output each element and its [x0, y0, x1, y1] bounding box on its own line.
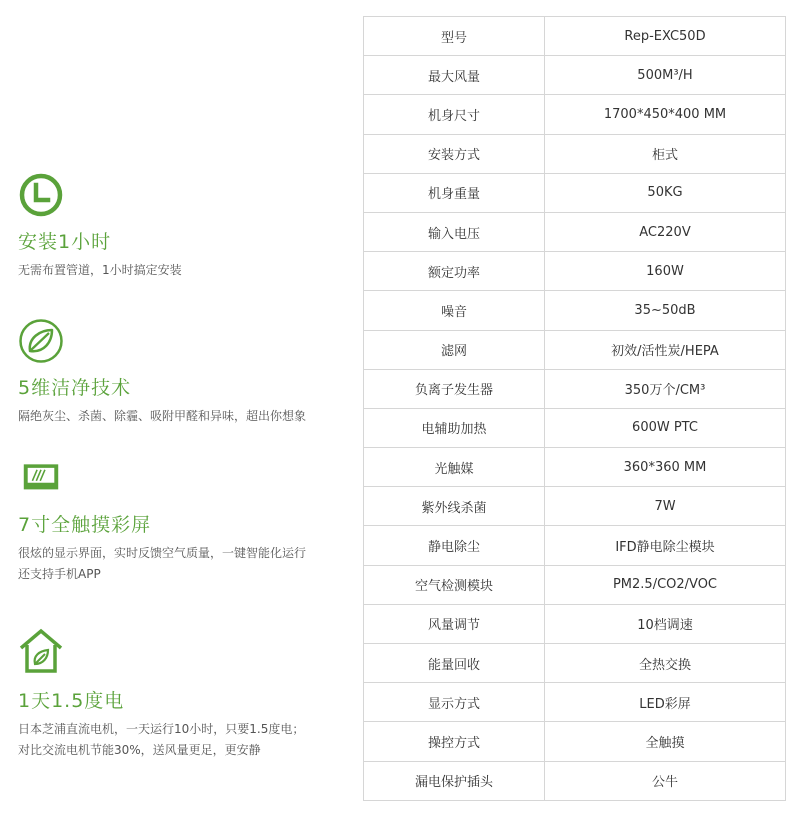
spec-label: 额定功率: [364, 252, 545, 291]
feature-title: 7寸全触摸彩屏: [18, 514, 152, 536]
spec-value: 50KG: [545, 173, 786, 212]
table-row: [364, 17, 786, 56]
spec-value: 柜式: [545, 134, 786, 173]
feature-desc-line: 隔绝灰尘、杀菌、除霾、吸附甲醛和异味，超出你想象: [18, 409, 307, 423]
spec-value: 全热交换: [545, 644, 786, 683]
feature-clean-tech: [18, 318, 358, 427]
feature-desc: [18, 719, 358, 761]
spec-label: 光触媒: [364, 448, 545, 487]
table-row: [364, 330, 786, 369]
spec-label: 紫外线杀菌: [364, 487, 545, 526]
table-row: [364, 56, 786, 95]
spec-value: 160W: [545, 252, 786, 291]
spec-label: 噪音: [364, 291, 545, 330]
table-row: [364, 722, 786, 761]
spec-value: 600W PTC: [545, 408, 786, 447]
spec-value: 公牛: [545, 761, 786, 800]
feature-desc-line: 很炫的显示界面，实时反馈空气质量，一键智能化运行: [18, 546, 307, 560]
spec-value: 500M³/H: [545, 56, 786, 95]
feature-energy: [18, 628, 358, 761]
feature-desc: [18, 406, 358, 427]
spec-label: 最大风量: [364, 56, 545, 95]
feature-desc-line: 无需布置管道，1小时搞定安装: [18, 263, 182, 277]
spec-value: PM2.5/CO2/VOC: [545, 565, 786, 604]
spec-table: [363, 16, 786, 801]
spec-label: 机身重量: [364, 173, 545, 212]
spec-value: Rep-EXC50D: [545, 17, 786, 56]
spec-label: 静电除尘: [364, 526, 545, 565]
spec-label: 漏电保护插头: [364, 761, 545, 800]
spec-label: 空气检测模块: [364, 565, 545, 604]
feature-desc-line: 还支持手机APP: [18, 567, 101, 581]
feature-install: [18, 172, 358, 281]
feature-touchscreen: [18, 462, 358, 585]
spec-value: 35~50dB: [545, 291, 786, 330]
feature-title: 5维洁净技术: [18, 377, 132, 399]
table-row: [364, 761, 786, 800]
table-row: [364, 408, 786, 447]
table-row: [364, 526, 786, 565]
spec-label: 能量回收: [364, 644, 545, 683]
spec-label: 型号: [364, 17, 545, 56]
table-row: [364, 212, 786, 251]
table-row: [364, 565, 786, 604]
spec-value: 7W: [545, 487, 786, 526]
feature-desc-line: 对比交流电机节能30%，送风量更足，更安静: [18, 743, 261, 757]
table-row: [364, 95, 786, 134]
eco-house-icon: [18, 628, 64, 674]
feature-title: 1天1.5度电: [18, 690, 125, 712]
spec-label: 电辅助加热: [364, 408, 545, 447]
spec-label: 输入电压: [364, 212, 545, 251]
spec-label: 操控方式: [364, 722, 545, 761]
feature-title: 安装1小时: [18, 231, 112, 253]
spec-value: IFD静电除尘模块: [545, 526, 786, 565]
spec-label: 显示方式: [364, 683, 545, 722]
spec-label: 滤网: [364, 330, 545, 369]
table-row: [364, 134, 786, 173]
spec-label: 负离子发生器: [364, 369, 545, 408]
spec-value: 1700*450*400 MM: [545, 95, 786, 134]
table-row: [364, 644, 786, 683]
spec-label: 风量调节: [364, 604, 545, 643]
feature-desc: [18, 543, 358, 585]
spec-label: 安装方式: [364, 134, 545, 173]
table-row: [364, 252, 786, 291]
table-row: [364, 291, 786, 330]
table-row: [364, 369, 786, 408]
spec-value: 初效/活性炭/HEPA: [545, 330, 786, 369]
spec-table-body: [364, 17, 786, 801]
table-row: [364, 173, 786, 212]
table-row: [364, 604, 786, 643]
spec-value: LED彩屏: [545, 683, 786, 722]
table-row: [364, 487, 786, 526]
clock-icon: [18, 172, 64, 218]
leaf-icon: [18, 318, 64, 364]
spec-value: 350万个/CM³: [545, 369, 786, 408]
feature-desc-line: 日本芝浦直流电机，一天运行10小时，只要1.5度电；: [18, 722, 305, 736]
spec-label: 机身尺寸: [364, 95, 545, 134]
spec-value: 全触摸: [545, 722, 786, 761]
spec-value: 10档调速: [545, 604, 786, 643]
spec-value: 360*360 MM: [545, 448, 786, 487]
screen-icon: [18, 462, 64, 498]
table-row: [364, 683, 786, 722]
feature-desc: [18, 260, 358, 281]
spec-value: AC220V: [545, 212, 786, 251]
table-row: [364, 448, 786, 487]
